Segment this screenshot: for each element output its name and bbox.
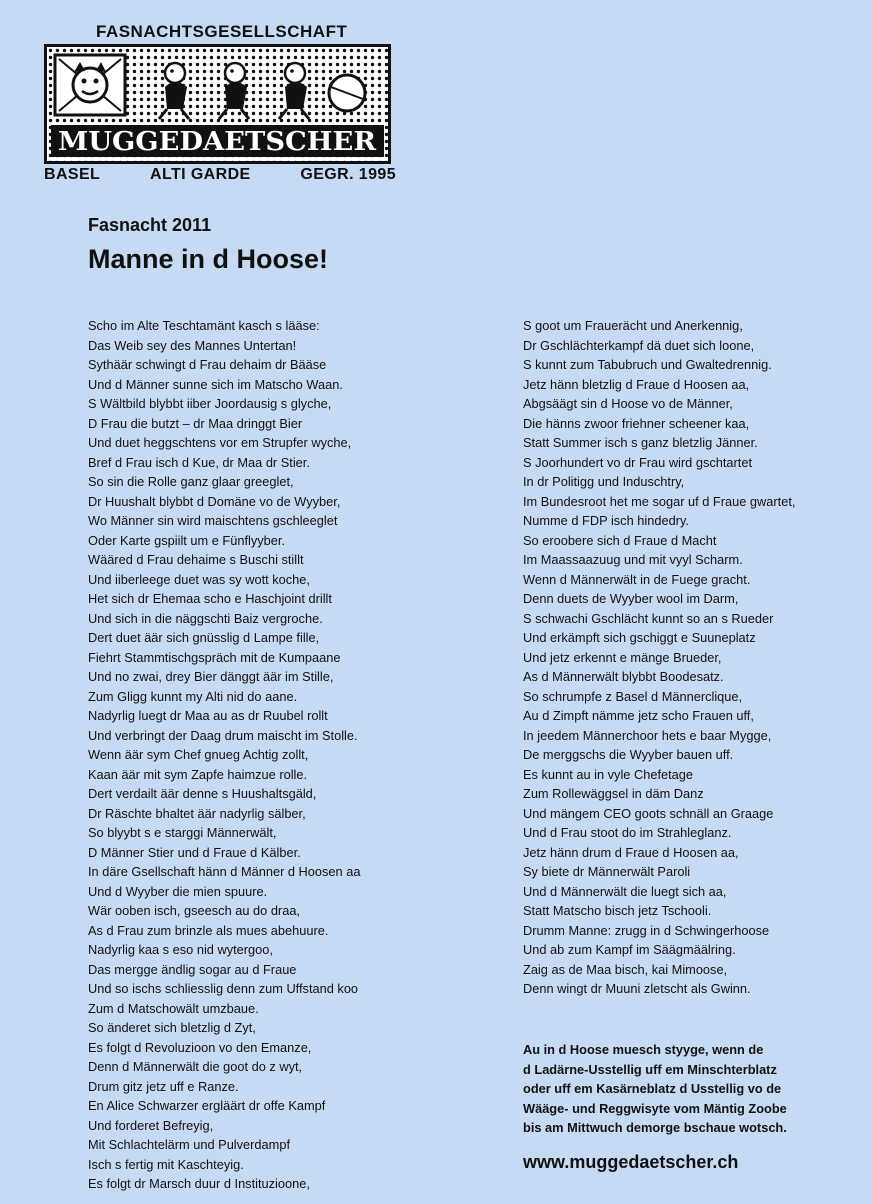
verse-line: Und duet heggschtens vor em Strupfer wyche, <box>88 435 352 450</box>
verse-line: Drum gitz jetz uff e Ranze. <box>88 1078 239 1094</box>
verse-line: Wo Männer sin wird maischtens gschleeglet <box>88 513 338 528</box>
verse-line: Dert verdailt äär denne s Huushaltsgäld, <box>88 786 317 801</box>
verse-line: Numme d FDP isch hindedry. <box>523 513 689 528</box>
verse-line: Und erkämpft sich gschiggt e Suuneplatz <box>523 630 756 645</box>
logo-wordmark: MUGGEDAETSCHER <box>58 127 377 157</box>
verse-line: In dr Politigg und Induschtry, <box>523 474 685 489</box>
verse-line: Es folgt d Revoluzioon vo den Emanze, <box>88 1039 312 1055</box>
verse-line: Sythäär schwingt d Frau dehaim dr Bääse <box>88 357 327 372</box>
verse-line: Und ab zum Kampf im Säägmäälring. <box>523 942 736 957</box>
verse-line: As d Männerwält blybbt Boodesatz. <box>523 669 724 684</box>
verse-line: Dr Huushalt blybbt d Domäne vo de Wyyber, <box>88 493 341 509</box>
verse-line: Denn d Männerwält die goot do z wyt, <box>88 1059 303 1074</box>
verse-line: Zum Gligg kunnt my Alti nid do aane. <box>88 688 298 704</box>
org-name: FASNACHTSGESELLSCHAFT <box>96 22 348 41</box>
season-heading: Fasnacht 2011 <box>88 215 212 235</box>
city-label: BASEL <box>44 166 101 183</box>
verse-line: Het sich dr Ehemaa scho e Haschjoint drillt <box>88 591 332 606</box>
verse-column-left <box>88 316 468 1194</box>
verse-line: Und mängem CEO goots schnäll an Graage <box>523 805 774 821</box>
verse-line: Und so ischs schliesslig denn zum Uffstand koo <box>88 981 359 996</box>
verse-line: Nadyrlig kaa s eso nid wytergoo, <box>88 942 273 957</box>
verse-line: Scho im Alte Teschtamänt kasch s lääse: <box>88 318 320 333</box>
verse-line: Statt Summer isch s ganz bletzlig Jänner. <box>523 435 758 450</box>
verse-line: Und d Frau stoot do im Strahleglanz. <box>523 825 732 840</box>
website-link[interactable]: www.muggedaetscher.ch <box>523 1152 739 1172</box>
verse-line: Denn duets de Wyyber wool im Darm, <box>523 591 739 606</box>
verse-line: S kunnt zum Tabubruch und Gwaltedrennig. <box>523 357 772 372</box>
verse-line: S schwachi Gschlächt kunnt so an s Rueder <box>523 610 774 626</box>
verse-line: Kaan äär mit sym Zapfe haimzue rolle. <box>88 766 308 782</box>
group-label: ALTI GARDE <box>150 166 251 183</box>
verse-line: Dr Räschte bhaltet äär nadyrlig sälber, <box>88 805 306 821</box>
verse-line: Jetz hänn bletzlig d Fraue d Hoosen aa, <box>523 376 750 392</box>
verse-line: Es kunnt au in vyle Chefetage <box>523 766 694 782</box>
verse-line: Bref d Frau isch d Kue, dr Maa dr Stier. <box>88 454 310 470</box>
verse-line: So eroobere sich d Fraue d Macht <box>523 532 717 548</box>
verse-line: D Frau die butzt – dr Maa dringgt Bier <box>88 415 303 431</box>
verse-line: Und sich in die näggschti Baiz vergroche. <box>88 610 323 626</box>
club-logo <box>44 44 391 164</box>
verse-line: Dr Gschlächterkampf dä duet sich loone, <box>523 337 755 353</box>
verse-line: As d Frau zum brinzle als mues abehuure. <box>88 922 329 938</box>
verse-line: Das mergge ändlig sogar au d Fraue <box>88 961 297 977</box>
info-line: bis am Mittwuch demorge bschaue wotsch. <box>523 1120 787 1135</box>
verse-line: Das Weib sey des Mannes Untertan! <box>88 337 297 353</box>
verse-line: Und jetz erkennt e mänge Brueder, <box>523 649 722 665</box>
verse-line: Im Bundesroot het me sogar uf d Fraue gwartet, <box>523 493 796 509</box>
verse-line: Statt Matscho bisch jetz Tschooli. <box>523 903 712 918</box>
verse-line: In jeedem Männerchoor hets e baar Mygge, <box>523 727 772 743</box>
info-line: Au in d Hoose muesch styyge, wenn de <box>523 1042 764 1057</box>
verse-line: Denn wingt dr Muuni zletscht als Gwinn. <box>523 981 751 996</box>
verse-line: S Joorhundert vo dr Frau wird gschtartet <box>523 454 753 470</box>
verse-line: Die hänns zwoor friehner scheener kaa, <box>523 415 750 431</box>
verse-line: So schrumpfe z Basel d Männerclique, <box>523 688 743 704</box>
verse-line: Dert duet äär sich gnüsslig d Lampe fille, <box>88 630 320 645</box>
exhibition-info <box>523 1040 823 1138</box>
verse-line: Au d Zimpft nämme jetz scho Frauen uff, <box>523 708 754 723</box>
verse-line: So sin die Rolle ganz glaar greeglet, <box>88 474 294 489</box>
verse-line: Im Maassaazuug und mit vyyl Scharm. <box>523 552 743 567</box>
verse-line: S Wältbild blybbt iiber Joordausig s glyche, <box>88 396 332 411</box>
verse-column-right <box>523 316 853 999</box>
verse-line: Und no zwai, drey Bier dänggt äär im Stille, <box>88 669 334 684</box>
founded-label: GEGR. 1995 <box>300 166 396 183</box>
verse-line: Oder Karte gspiilt um e Fünflyyber. <box>88 532 286 548</box>
info-line: Wääge- und Reggwisyte vom Mäntig Zoobe <box>523 1100 787 1116</box>
verse-line: Jetz hänn drum d Fraue d Hoosen aa, <box>523 844 739 860</box>
verse-line: Wär ooben isch, gseesch au do draa, <box>88 903 300 918</box>
verse-line: Wenn d Männerwält in de Fuege gracht. <box>523 571 751 587</box>
verse-line: De merggschs die Wyyber bauen uff. <box>523 747 734 762</box>
verse-line: Es folgt dr Marsch duur d Instituzioone, <box>88 1176 310 1191</box>
info-line: d Ladärne-Usstellig uff em Minschterblatz <box>523 1061 777 1077</box>
verse-line: Mit Schlachtelärm und Pulverdampf <box>88 1137 290 1152</box>
verse-line: Wenn äär sym Chef gnueg Achtig zollt, <box>88 747 309 762</box>
motto-title: Manne in d Hoose! <box>88 244 329 274</box>
verse-line: Fiehrt Stammtischgspräch mit de Kumpaane <box>88 649 341 665</box>
verse-line: En Alice Schwarzer ergläärt dr offe Kampf <box>88 1098 326 1113</box>
verse-line: Isch s fertig mit Kaschteyig. <box>88 1156 244 1172</box>
verse-line: S goot um Frauerächt und Anerkennig, <box>523 318 743 333</box>
verse-line: Und forderet Befreyig, <box>88 1117 214 1133</box>
verse-line: Drumm Manne: zrugg in d Schwingerhoose <box>523 922 770 938</box>
verse-line: D Männer Stier und d Fraue d Kälber. <box>88 844 301 860</box>
verse-line: So blyybt s e starggi Männerwält, <box>88 825 277 840</box>
verse-line: Und d Wyyber die mien spuure. <box>88 883 268 899</box>
verse-line: Abgsäägt sin d Hoose vo de Männer, <box>523 396 733 411</box>
verse-line: Sy biete dr Männerwält Paroli <box>523 864 691 879</box>
verse-line: Zaig as de Maa bisch, kai Mimoose, <box>523 961 728 977</box>
verse-line: So änderet sich bletzlig d Zyt, <box>88 1020 256 1035</box>
verse-line: Zum d Matschowält umzbaue. <box>88 1000 259 1016</box>
verse-line: Zum Rollewäggsel in däm Danz <box>523 786 704 801</box>
info-line: oder uff em Kasärneblatz d Usstellig vo de <box>523 1081 782 1096</box>
verse-line: Nadyrlig luegt dr Maa au as dr Ruubel rollt <box>88 708 328 723</box>
verse-line: In däre Gsellschaft hänn d Männer d Hoosen aa <box>88 864 361 879</box>
verse-line: Und iiberleege duet was sy wott koche, <box>88 571 310 587</box>
verse-line: Und d Männer sunne sich im Matscho Waan. <box>88 376 343 392</box>
logo-caption <box>44 166 396 184</box>
verse-line: Und d Männerwält die luegt sich aa, <box>523 883 727 899</box>
verse-line: Wääred d Frau dehaime s Buschi stillt <box>88 552 304 567</box>
verse-line: Und verbringt der Daag drum maischt im Stolle. <box>88 727 358 743</box>
